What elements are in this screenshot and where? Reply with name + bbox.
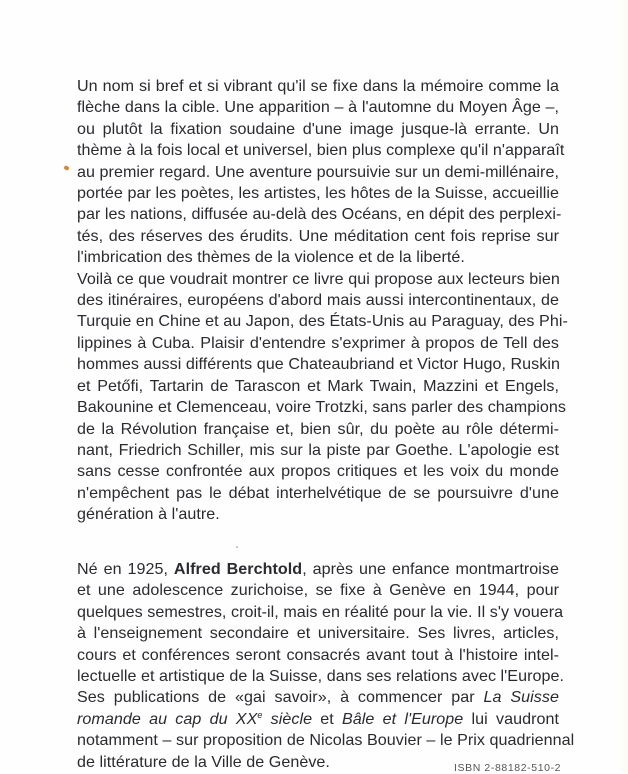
blurb-line: sans cesse confrontée aux propos critiques et les voix du monde bbox=[77, 462, 559, 481]
bio-line: et une adolescence zurichoise, se fixe à Genève en 1944, pour bbox=[77, 581, 559, 600]
blurb-line: tés, des réserves des érudits. Une méditation cent fois reprise sur bbox=[77, 226, 559, 245]
page-edge bbox=[620, 0, 628, 773]
blurb-line: Bakounine et Clemenceau, voire Trotzki, sans parler des champions bbox=[77, 398, 566, 417]
paper-speck bbox=[63, 165, 69, 171]
bio-line: de littérature de la Ville de Genève. bbox=[77, 752, 330, 771]
blurb-line: portée par les poètes, les artistes, les hôtes de la Suisse, accueillie bbox=[77, 184, 559, 203]
bio-line: à l'enseignement secondaire et universitaire. Ses livres, articles, bbox=[77, 624, 559, 643]
blurb-line: thème à la fois local et universel, bien plus complexe qu'il n'apparaît bbox=[77, 141, 565, 160]
blurb-line: Turquie en Chine et au Japon, des États-Unis au Paraguay, des Phi- bbox=[77, 312, 568, 331]
blurb-line: par les nations, diffusée au-delà des Océans, en dépit des perplexi- bbox=[77, 205, 562, 224]
blurb-line: au premier regard. Une aventure poursuivie sur un demi-millénaire, bbox=[77, 162, 559, 181]
back-cover-blurb bbox=[77, 76, 568, 526]
blurb-line: de la Révolution française et, bien sûr, du poète au rôle détermi- bbox=[77, 419, 559, 438]
bio-line: quelques semestres, croit-il, mais en réalité pour la vie. Il s'y vouera bbox=[77, 602, 564, 621]
bio-line: cours et conférences seront consacrés avant tout à l'histoire intel- bbox=[77, 645, 559, 664]
book-title: romande au cap du XXe siècle bbox=[77, 709, 313, 728]
blurb-line: lippines à Cuba. Plaisir d'entendre s'exprimer à propos de Tell des bbox=[77, 333, 559, 352]
blurb-line: Un nom si bref et si vibrant qu'il se fixe dans la mémoire comme la bbox=[77, 77, 559, 95]
bio-line: Ses publications de «gai savoir», à commencer par La Suisse bbox=[77, 688, 559, 707]
bio-line: Né en 1925, Alfred Berchtold, après une enfance montmartroise bbox=[77, 560, 559, 578]
author-biography bbox=[77, 559, 575, 774]
blurb-line: nant, Friedrich Schiller, mis sur la piste par Goethe. L'apologie est bbox=[77, 440, 559, 459]
book-title: La Suisse bbox=[483, 688, 559, 707]
blurb-line: des itinéraires, européens d'abord mais aussi intercontinentaux, de bbox=[77, 291, 559, 310]
author-name: Alfred Berchtold bbox=[173, 560, 303, 578]
blurb-line: génération à l'autre. bbox=[77, 505, 220, 524]
paper-speck bbox=[236, 546, 238, 548]
blurb-line: et Petőfi, Tartarin de Tarascon et Mark Twain, Mazzini et Engels, bbox=[77, 376, 559, 395]
isbn: ISBN 2-88182-510-2 bbox=[454, 762, 562, 774]
bio-line: lectuelle et artistique de la Suisse, dans ses relations avec l'Europe. bbox=[77, 667, 565, 686]
bio-line: notamment – sur proposition de Nicolas Bouvier – le Prix quadriennal bbox=[77, 731, 575, 750]
blurb-line: hommes aussi différents que Chateaubriand et Victor Hugo, Ruskin bbox=[77, 355, 561, 374]
blurb-line: Voilà ce que voudrait montrer ce livre qui propose aux lecteurs bien bbox=[77, 269, 560, 288]
blurb-line: ou plutôt la fixation soudaine d'une image jusque-là errante. Un bbox=[77, 119, 559, 138]
book-title: Bâle et l'Europe bbox=[342, 709, 464, 728]
blurb-line: flèche dans la cible. Une apparition – à l'automne du Moyen Âge –, bbox=[77, 98, 559, 117]
blurb-line: n'empêchent pas le débat interhelvétique de se poursuivre d'une bbox=[77, 483, 559, 502]
bio-line: romande au cap du XXe siècle et Bâle et l'Europe lui vaudront bbox=[77, 709, 560, 728]
blurb-line: l'imbrication des thèmes de la violence et de la liberté. bbox=[77, 248, 465, 267]
